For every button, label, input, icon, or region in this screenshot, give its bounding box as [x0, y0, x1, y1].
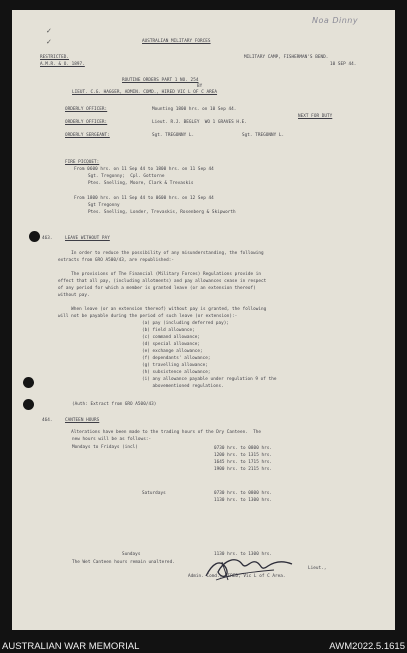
orderly-officer2-label: ORDERLY OFFICER: — [65, 120, 108, 125]
item-463-line: In order to reduce the possibility of any misunderstanding, the following — [58, 251, 264, 256]
punch-hole — [23, 377, 34, 388]
item-464-line: new hours will be as follows:- — [72, 437, 152, 442]
sunday-label: Sundays — [122, 552, 141, 557]
canteen-hours: 1645 hrs. to 1715 hrs. — [214, 460, 273, 465]
item-464-line: Alterations have been made to the trading hours of the Dry Canteen. The — [58, 430, 262, 435]
order-date: 10 SEP 44. — [330, 62, 357, 67]
pencil-tick-mark: ✓ — [46, 27, 52, 35]
saturday-label: Saturdays — [142, 491, 166, 496]
item-464-number: 464. — [42, 418, 53, 423]
wet-canteen-note: The Wet Canteen hours remain unaltered. — [72, 560, 175, 565]
punch-hole — [29, 231, 40, 242]
archive-name: AUSTRALIAN WAR MEMORIAL — [2, 641, 140, 652]
exclusion-list-item: (h) subsistence allowance; — [142, 370, 211, 375]
orders-title: ROUTINE ORDERS PART 1 NO. 254 — [122, 78, 199, 83]
signatory-block: Admin. Comd., HIRED, Vic L of C Area. — [188, 574, 286, 579]
org-heading: AUSTRALIAN MILITARY FORCES — [142, 39, 211, 44]
exclusion-list-item: (c) command allowance; — [142, 335, 201, 340]
item-463-line: When leave (or an extension thereof) without pay is granted, the following — [58, 307, 267, 312]
item-463-title: LEAVE WITHOUT PAY — [65, 236, 110, 241]
canteen-hours: 1130 hrs. to 1300 hrs. — [214, 498, 273, 503]
item-463-line: of any period for which a member is granted leave (or an extension thereof) — [58, 286, 256, 291]
punch-hole — [23, 399, 34, 410]
canteen-hours: 1200 hrs. to 1315 hrs. — [214, 453, 273, 458]
canteen-hours: 1130 hrs. to 1300 hrs. — [214, 552, 273, 557]
item-463-line: without pay. — [58, 293, 90, 298]
restricted-label: RESTRICTED. — [40, 55, 70, 60]
next-for-duty-heading: NEXT FOR DUTY — [298, 114, 333, 119]
exclusion-list-item: (f) dependants' allowance; — [142, 356, 211, 361]
canteen-hours: 0730 hrs. to 0800 hrs. — [214, 446, 273, 451]
exclusion-list-item: (b) field allowance; — [142, 328, 195, 333]
signatory-rank: Lieut., — [308, 566, 327, 571]
fire-picquet-1-ncos: Sgt. Tregonny; Cpl. Gottorne — [88, 174, 165, 179]
document-page — [12, 10, 395, 630]
authority-note: (Auth: Extract from GRO A500/43) — [72, 402, 157, 407]
regulation-ref: A.M.R. & O. 1897. — [40, 62, 85, 67]
commander-line: LIEUT. C.G. HAGGER, ADMIN. COMD., HIRED VIC L OF C AREA — [72, 90, 218, 95]
exclusion-list-item: (g) travelling allowance; — [142, 363, 208, 368]
orders-by: BY — [197, 84, 203, 89]
pencil-tick-mark: ✓ — [46, 38, 52, 46]
item-463-line: The provisions of The Financial (Military Forces) Regulations provide in — [58, 272, 262, 277]
orderly-officer-label: ORDERLY OFFICER: — [65, 107, 108, 112]
orderly-officer-value: Mounting 1800 hrs. on 10 Sep 44. — [152, 107, 237, 112]
next-orderly-sergeant: Sgt. TREGONNY L. — [242, 133, 285, 138]
exclusion-list-item: abovementioned regulations. — [142, 384, 224, 389]
exclusion-list-item: (d) special allowance; — [142, 342, 201, 347]
canteen-hours: 1900 hrs. to 2115 hrs. — [214, 467, 273, 472]
orderly-sergeant-label: ORDERLY SERGEANT: — [65, 133, 110, 138]
fire-picquet-2-ncos: Sgt Tregonny — [88, 203, 120, 208]
camp-location: MILITARY CAMP, FISHERMAN'S BEND. — [244, 55, 329, 60]
item-463-number: 463. — [42, 236, 53, 241]
archive-accession-id: AWM2022.5.1615 — [329, 641, 405, 652]
fire-picquet-1-ptes: Ptes. Snelling, Moore, Clark & Trevaskis — [88, 181, 194, 186]
exclusion-list-item: (e) exchange allowance; — [142, 349, 203, 354]
orderly-sergeant-value: Sgt. TREGONNY L. — [152, 133, 195, 138]
item-463-line: extracts from GRO A500/43, are republished:- — [58, 258, 175, 263]
weekday-label: Mondays to Fridays (incl) — [72, 445, 138, 450]
canteen-hours: 0730 hrs. to 0800 hrs. — [214, 491, 273, 496]
item-463-line: effect that all pay, (including allotments) and pay allowances cease in respect — [58, 279, 267, 284]
orderly-officer2-value: Lieut. R.J. BEGLEY WO 1 GRAVES H.E. — [152, 120, 247, 125]
exclusion-list-item: (a) pay (including deferred pay); — [142, 321, 230, 326]
archive-footer — [0, 639, 407, 653]
exclusion-list-item: (i) any allowance payable under regulation 9 of the — [142, 377, 277, 382]
item-463-line: will not be payable during the period of such leave (or extension):- — [58, 314, 238, 319]
fire-picquet-1-time: From 0600 hrs. on 11 Sep 44 to 1800 hrs. on 11 Sep 44 — [74, 167, 214, 172]
fire-picquet-2-ptes: Ptes. Snelling, Londer, Trevaskis, Rosenberg & Skipworth — [88, 210, 236, 215]
fire-picquet-2-time: From 1800 hrs. on 11 Sep 44 to 0600 hrs. on 12 Sep 44 — [74, 196, 214, 201]
handwritten-note: Noa Dinny — [312, 16, 359, 25]
fire-picquet-label: FIRE PICQUET: — [65, 160, 100, 165]
item-464-title: CANTEEN HOURS — [65, 418, 100, 423]
